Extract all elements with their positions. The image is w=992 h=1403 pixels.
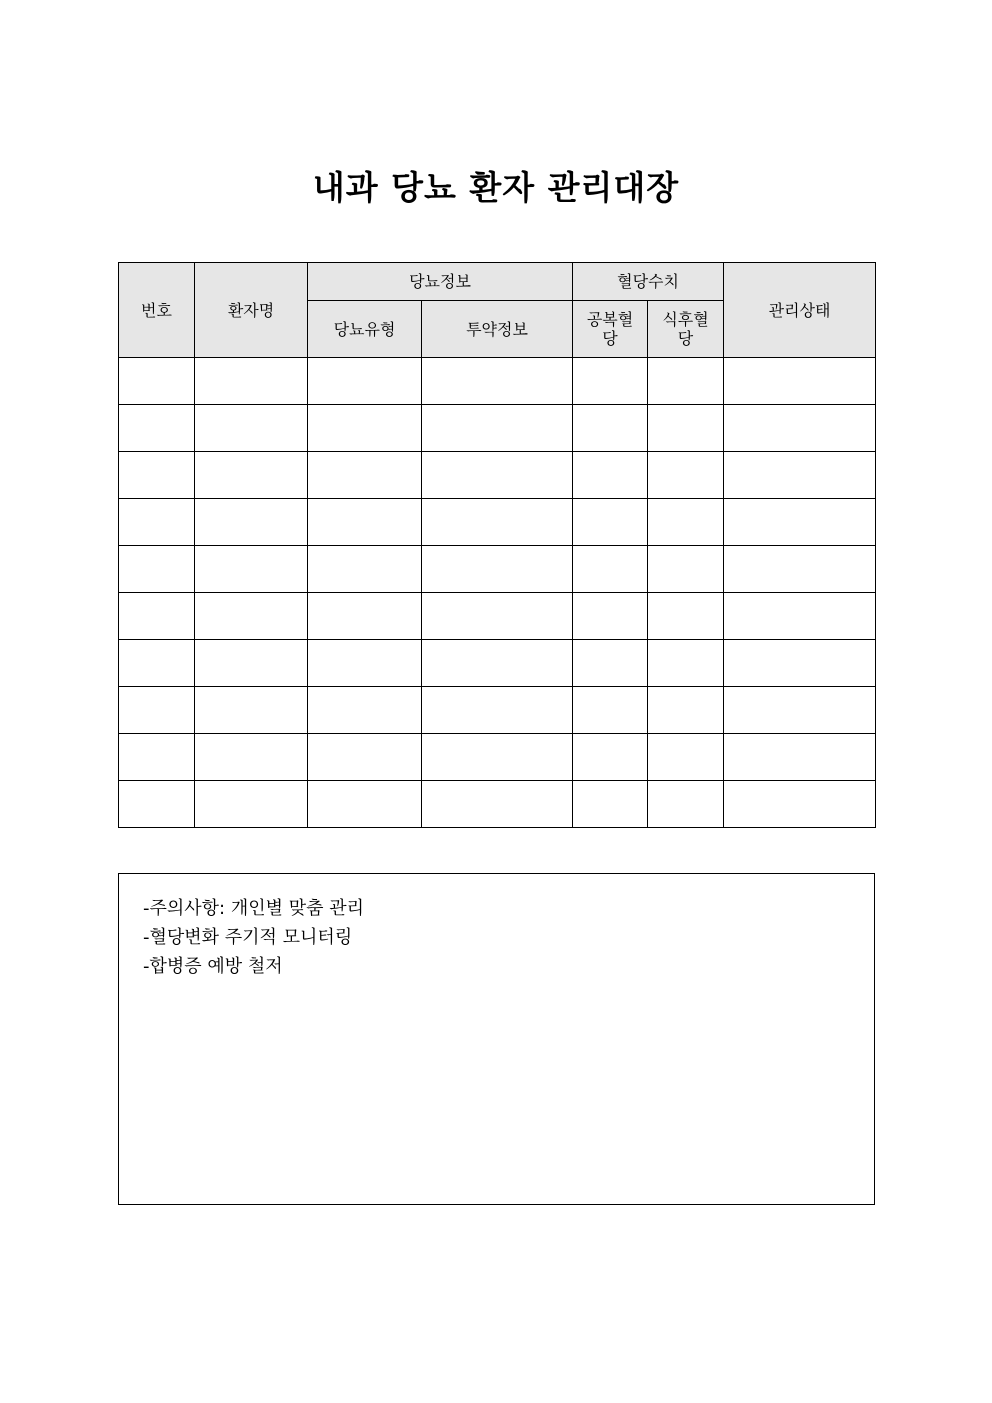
cell-postprandial-blood-sugar	[648, 781, 724, 828]
cell-management-status	[724, 358, 876, 405]
cell-diabetes-type	[308, 499, 422, 546]
table-row	[119, 405, 876, 452]
table-row	[119, 734, 876, 781]
cell-fasting-blood-sugar	[573, 546, 648, 593]
cell-number	[119, 358, 195, 405]
patient-ledger-table	[118, 262, 876, 828]
cell-diabetes-type	[308, 687, 422, 734]
cell-fasting-blood-sugar	[573, 452, 648, 499]
cell-number	[119, 593, 195, 640]
cell-fasting-blood-sugar	[573, 358, 648, 405]
cell-fasting-blood-sugar	[573, 687, 648, 734]
cell-management-status	[724, 405, 876, 452]
cell-patient-name	[195, 499, 308, 546]
notes-list	[119, 874, 874, 981]
cell-patient-name	[195, 546, 308, 593]
cell-patient-name	[195, 358, 308, 405]
cell-medication-info	[422, 358, 573, 405]
cell-management-status	[724, 734, 876, 781]
table-row	[119, 546, 876, 593]
cell-number	[119, 640, 195, 687]
cell-diabetes-type	[308, 358, 422, 405]
header-management-status: 관리상태	[724, 263, 876, 358]
note-item: -주의사항: 개인별 맞춤 관리	[143, 898, 364, 919]
header-diabetes-type: 당뇨유형	[308, 301, 422, 358]
cell-postprandial-blood-sugar	[648, 687, 724, 734]
cell-postprandial-blood-sugar	[648, 593, 724, 640]
table-row	[119, 499, 876, 546]
cell-fasting-blood-sugar	[573, 593, 648, 640]
table-row	[119, 593, 876, 640]
cell-postprandial-blood-sugar	[648, 358, 724, 405]
cell-postprandial-blood-sugar	[648, 405, 724, 452]
cell-medication-info	[422, 593, 573, 640]
note-item: -합병증 예방 철저	[143, 956, 283, 977]
cell-patient-name	[195, 452, 308, 499]
cell-diabetes-type	[308, 546, 422, 593]
cell-fasting-blood-sugar	[573, 781, 648, 828]
cell-management-status	[724, 640, 876, 687]
cell-patient-name	[195, 593, 308, 640]
cell-management-status	[724, 452, 876, 499]
cell-number	[119, 452, 195, 499]
cell-number	[119, 687, 195, 734]
cell-diabetes-type	[308, 405, 422, 452]
cell-patient-name	[195, 687, 308, 734]
header-diabetes-info: 당뇨정보	[308, 263, 573, 301]
cell-number	[119, 499, 195, 546]
header-patient-name: 환자명	[195, 263, 308, 358]
cell-number	[119, 546, 195, 593]
cell-medication-info	[422, 405, 573, 452]
cell-diabetes-type	[308, 640, 422, 687]
table-row	[119, 781, 876, 828]
cell-postprandial-blood-sugar	[648, 546, 724, 593]
table-row	[119, 640, 876, 687]
cell-fasting-blood-sugar	[573, 734, 648, 781]
cell-patient-name	[195, 734, 308, 781]
page-title: 내과 당뇨 환자 관리대장	[312, 168, 680, 207]
cell-medication-info	[422, 734, 573, 781]
header-fasting-blood-sugar: 공복혈당	[573, 301, 648, 358]
cell-number	[119, 781, 195, 828]
header-number: 번호	[119, 263, 195, 358]
cell-number	[119, 734, 195, 781]
cell-fasting-blood-sugar	[573, 405, 648, 452]
cell-patient-name	[195, 640, 308, 687]
table-row	[119, 687, 876, 734]
cell-number	[119, 405, 195, 452]
cell-diabetes-type	[308, 452, 422, 499]
ledger-body	[119, 358, 876, 828]
cell-management-status	[724, 593, 876, 640]
cell-postprandial-blood-sugar	[648, 499, 724, 546]
cell-medication-info	[422, 452, 573, 499]
header-row-top	[119, 263, 876, 301]
cell-medication-info	[422, 499, 573, 546]
cell-diabetes-type	[308, 781, 422, 828]
cell-medication-info	[422, 687, 573, 734]
cell-diabetes-type	[308, 593, 422, 640]
header-blood-sugar: 혈당수치	[573, 263, 724, 301]
cell-patient-name	[195, 405, 308, 452]
cell-management-status	[724, 546, 876, 593]
cell-diabetes-type	[308, 734, 422, 781]
cell-postprandial-blood-sugar	[648, 452, 724, 499]
cell-management-status	[724, 781, 876, 828]
cell-medication-info	[422, 546, 573, 593]
table-row	[119, 452, 876, 499]
header-medication-info: 투약정보	[422, 301, 573, 358]
cell-postprandial-blood-sugar	[648, 734, 724, 781]
cell-medication-info	[422, 640, 573, 687]
cell-medication-info	[422, 781, 573, 828]
cell-postprandial-blood-sugar	[648, 640, 724, 687]
header-postprandial-blood-sugar: 식후혈당	[648, 301, 724, 358]
cell-patient-name	[195, 781, 308, 828]
cell-fasting-blood-sugar	[573, 499, 648, 546]
note-item: -혈당변화 주기적 모니터링	[143, 927, 353, 948]
cell-fasting-blood-sugar	[573, 640, 648, 687]
cell-management-status	[724, 499, 876, 546]
cell-management-status	[724, 687, 876, 734]
table-row	[119, 358, 876, 405]
notes-box	[118, 873, 875, 1205]
